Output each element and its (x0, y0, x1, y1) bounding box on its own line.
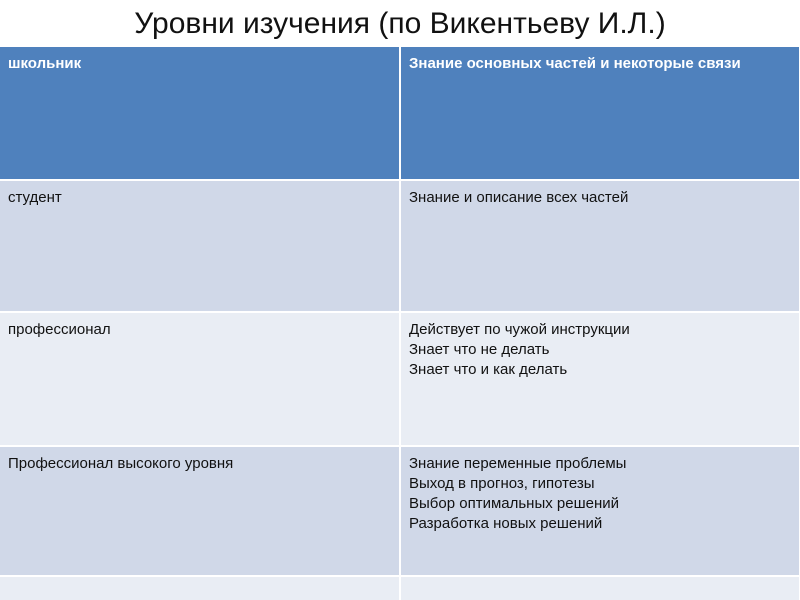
level-cell: Профессионал высокого уровня (0, 446, 400, 576)
description-line: Выход в прогноз, гипотезы (409, 475, 595, 492)
table-row (0, 446, 800, 576)
level-cell: студент (0, 180, 400, 312)
header-level-cell: школьник (0, 47, 400, 180)
description-cell (400, 576, 800, 600)
description-line: Выбор оптимальных решений (409, 495, 619, 512)
levels-table (0, 47, 800, 600)
description-line: Знает что и как делать (409, 361, 568, 378)
description-line: Знание и описание всех частей (409, 189, 629, 206)
description-cell (400, 312, 800, 446)
description-cell (400, 180, 800, 312)
description-line: Действует по чужой инструкции (409, 321, 630, 338)
header-description-cell: Знание основных частей и некоторые связи (400, 47, 800, 180)
description-line: Знание переменные проблемы (409, 455, 627, 472)
table-header-row (0, 47, 800, 180)
table-row (0, 180, 800, 312)
level-cell (0, 576, 400, 600)
description-line: Разработка новых решений (409, 515, 603, 532)
description-cell (400, 446, 800, 576)
slide-title: Уровни изучения (по Викентьеву И.Л.) (134, 7, 666, 40)
level-cell: профессионал (0, 312, 400, 446)
table-row (0, 576, 800, 600)
description-line: Знает что не делать (409, 341, 550, 358)
table-row (0, 312, 800, 446)
